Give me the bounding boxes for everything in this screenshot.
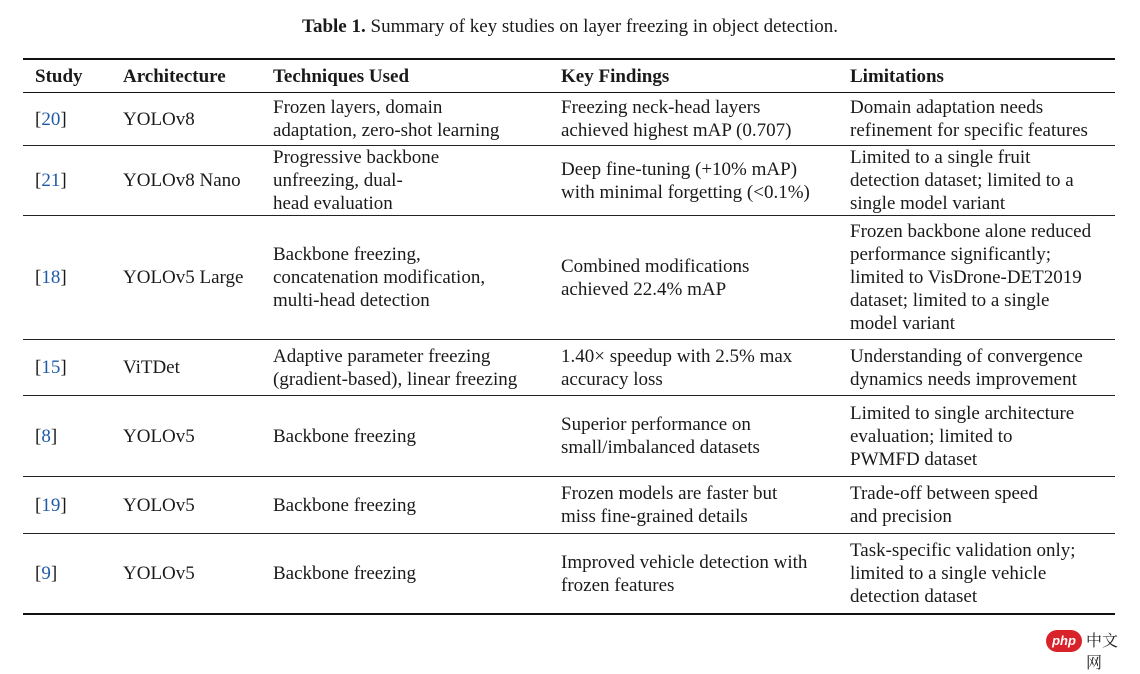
architecture-cell: YOLOv5	[123, 494, 195, 516]
citation-link[interactable]: 18	[41, 267, 61, 288]
study-cell: [8]	[35, 425, 58, 447]
architecture-cell: YOLOv5	[123, 425, 195, 447]
site-watermark	[1046, 627, 1132, 672]
header-techniques: Techniques Used	[273, 65, 410, 87]
citation-link[interactable]: 20	[41, 108, 61, 130]
limitations-cell: Task-specific validation only; limited to a single vehicle detection dataset	[850, 540, 1076, 607]
techniques-cell: Backbone freezing	[273, 563, 416, 584]
header-architecture: Architecture	[123, 65, 226, 87]
techniques-cell: Progressive backbone unfreezing, dual- head evaluation	[273, 147, 440, 214]
table-row	[23, 477, 1115, 534]
architecture-cell: YOLOv5	[123, 563, 195, 584]
findings-cell: Freezing neck-head layers achieved highest mAP (0.707)	[561, 97, 792, 141]
techniques-cell: Backbone freezing	[273, 494, 416, 516]
table-caption	[0, 14, 1140, 40]
table-header-row	[23, 59, 1115, 93]
limitations-cell: Understanding of convergence dynamics needs improvement	[850, 345, 1083, 390]
limitations-cell: Limited to a single fruit detection dataset; limited to a single model variant	[850, 147, 1074, 214]
table-row	[23, 216, 1115, 340]
techniques-cell: Adaptive parameter freezing (gradient-based), linear freezing	[273, 345, 518, 390]
citation-link[interactable]: 9	[41, 563, 51, 584]
table-row	[23, 396, 1115, 477]
table-row	[23, 340, 1115, 396]
architecture-cell: YOLOv8	[123, 108, 195, 130]
table-row	[23, 146, 1115, 216]
citation-link[interactable]: 15	[41, 357, 61, 378]
findings-cell: Deep fine-tuning (+10% mAP) with minimal forgetting (<0.1%)	[561, 158, 810, 203]
watermark-site-text: 中文网	[1086, 631, 1119, 672]
header-key-findings: Key Findings	[561, 65, 670, 87]
findings-cell: Frozen models are faster but miss fine-grained details	[561, 483, 778, 527]
summary-table	[23, 58, 1115, 615]
techniques-cell: Backbone freezing, concatenation modification, multi-head detection	[273, 244, 486, 311]
findings-cell: 1.40× speedup with 2.5% max accuracy loss	[561, 345, 793, 390]
study-cell: [9]	[35, 563, 58, 584]
study-cell: [20]	[35, 108, 67, 130]
citation-link[interactable]: 8	[41, 425, 51, 447]
findings-cell: Combined modifications achieved 22.4% mAP	[561, 255, 750, 300]
study-cell: [15]	[35, 357, 67, 378]
architecture-cell: YOLOv5 Large	[123, 267, 244, 288]
findings-cell: Superior performance on small/imbalanced datasets	[561, 414, 760, 458]
limitations-cell: Domain adaptation needs refinement for specific features	[850, 97, 1088, 141]
findings-cell: Improved vehicle detection with frozen features	[561, 551, 808, 596]
table-caption-text: Summary of key studies on layer freezing in object detection.	[370, 16, 838, 37]
study-cell: [18]	[35, 267, 67, 288]
citation-link[interactable]: 21	[41, 170, 61, 191]
techniques-cell: Backbone freezing	[273, 425, 416, 447]
header-study: Study	[35, 65, 83, 87]
architecture-cell: ViTDet	[123, 357, 180, 378]
study-cell: [21]	[35, 170, 67, 191]
techniques-cell: Frozen layers, domain adaptation, zero-shot learning	[273, 97, 500, 141]
limitations-cell: Trade-off between speed and precision	[850, 483, 1038, 527]
table-row	[23, 93, 1115, 146]
header-limitations: Limitations	[850, 65, 944, 87]
citation-link[interactable]: 19	[41, 494, 61, 516]
table-caption-label: Table 1.	[302, 16, 366, 37]
php-logo-icon: php	[1046, 630, 1082, 652]
study-cell: [19]	[35, 494, 67, 516]
limitations-cell: Limited to single architecture evaluation; limited to PWMFD dataset	[850, 402, 1075, 470]
limitations-cell: Frozen backbone alone reduced performance significantly; limited to VisDrone-DET2019 dataset; limited to a single model variant	[850, 221, 1092, 334]
architecture-cell: YOLOv8 Nano	[123, 170, 241, 191]
table-row	[23, 534, 1115, 615]
